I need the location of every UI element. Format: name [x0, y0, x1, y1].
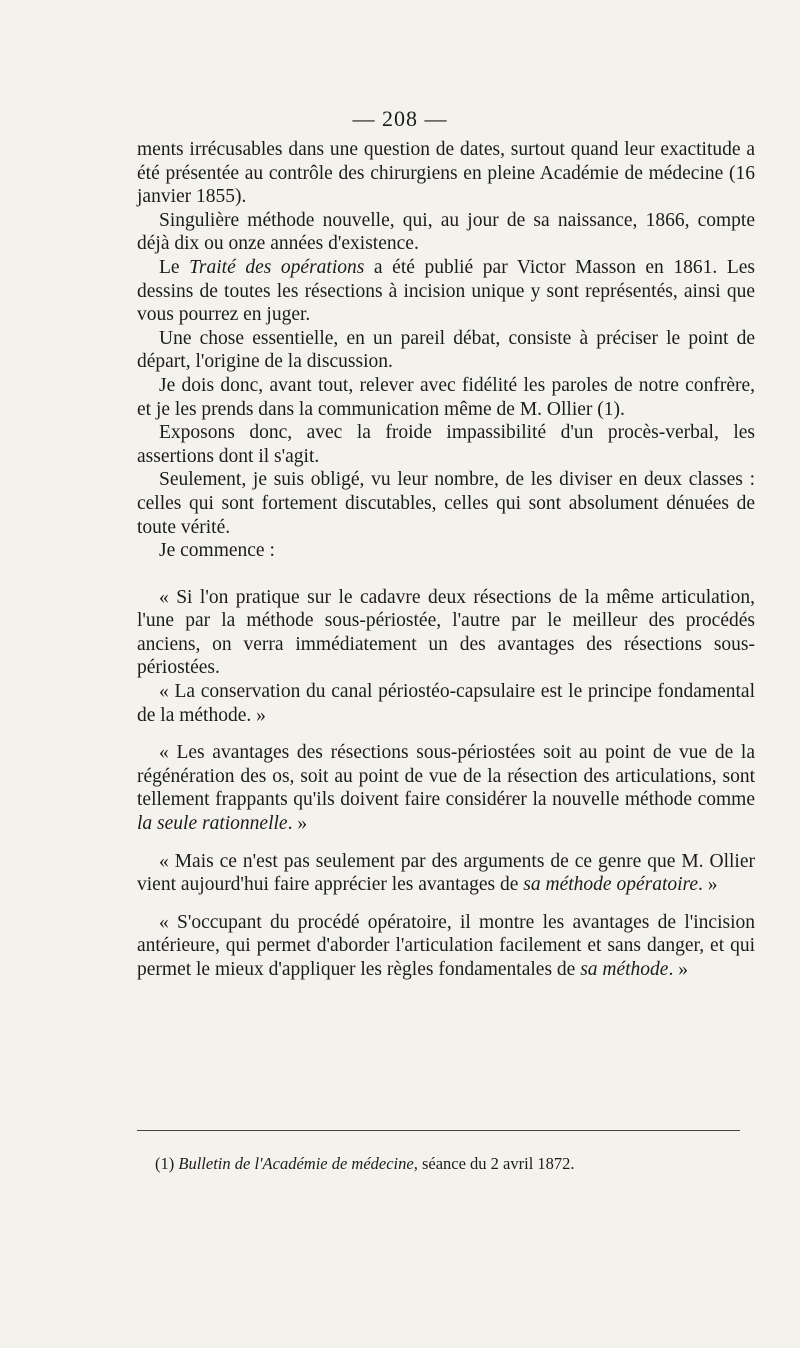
footnote-divider	[137, 1130, 740, 1131]
paragraph-3-start: Le	[159, 256, 190, 278]
quote-5-emphasis: sa méthode	[580, 959, 669, 980]
quote-5-start: « S'occupant du procédé opératoire, il montre les avantages de l'incision antérieure, qui permet d'aborder l'articulation facilement et sans danger, et qui permet le mieux d'appliquer les règles fondamentales de	[137, 911, 755, 980]
quote-4-start: « Mais ce n'est pas seulement par des arguments de ce genre que M. Ollier vient aujourd'hui faire apprécier les avantages de	[137, 850, 755, 896]
quote-1: « Si l'on pratique sur le cadavre deux résections de la même articulation, l'une par la méthode sous-périostée, l'autre par le meilleur des procédés anciens, on verra immédiatement un des avantages des résections sous-périostées.	[137, 586, 755, 679]
paragraph-3-title: Traité des opérations	[189, 256, 365, 278]
footnote	[155, 1154, 755, 1174]
quote-5	[137, 911, 755, 982]
paragraph-3	[137, 256, 755, 327]
paragraph-3-end: a été publié par Victor Masson en 1861. Les dessins de toutes les résections à incision unique y sont représentés, ainsi que vous pourrez en juger.	[137, 256, 756, 326]
footnote-marker: (1)	[155, 1154, 179, 1173]
page-number: — 208 —	[352, 106, 448, 131]
footnote-source: Bulletin de l'Académie de médecine	[178, 1154, 414, 1173]
paragraph-4: Une chose essentielle, en un pareil débat, consiste à préciser le point de départ, l'origine de la discussion.	[137, 327, 755, 373]
paragraph-1: ments irrécusables dans une question de dates, surtout quand leur exactitude a été présentée au contrôle des chirurgiens en pleine Académie de médecine (16 janvier 1855).	[137, 139, 755, 208]
quote-4-end: . »	[698, 874, 718, 896]
quote-3-end: . »	[287, 813, 308, 835]
quote-5-end: . »	[668, 959, 688, 980]
paragraph-7: Seulement, je suis obligé, vu leur nombre, de les diviser en deux classes : celles qui sont fortement discutables, celles qui sont absolument dénuées de toute vérité.	[137, 469, 755, 538]
quote-4	[137, 850, 755, 897]
paragraph-2: Singulière méthode nouvelle, qui, au jour de sa naissance, 1866, compte déjà dix ou onze années d'existence.	[137, 209, 755, 255]
quote-3-emphasis: la seule rationnelle	[137, 813, 288, 835]
quote-2: « La conservation du canal périostéo-capsulaire est le principe fondamental de la méthode. »	[137, 681, 755, 726]
paragraph-5: Je dois donc, avant tout, relever avec fidélité les paroles de notre confrère, et je les prends dans la communication même de M. Ollier (1).	[137, 374, 755, 420]
quote-3-start: « Les avantages des résections sous-périostées soit au point de vue de la régénération des os, soit au point de vue de la résection des articulations, sont tellement frappants qu'ils doivent faire considérer la nouvelle méthode comme	[137, 742, 755, 811]
footnote-details: , séance du 2 avril 1872.	[413, 1154, 575, 1173]
quote-3	[137, 741, 755, 835]
body-text	[137, 138, 755, 982]
quote-4-emphasis: sa méthode opératoire	[523, 874, 699, 896]
paragraph-6: Exposons donc, avec la froide impassibilité d'un procès-verbal, les assertions dont il s'agit.	[137, 422, 755, 467]
paragraph-8: Je commence :	[159, 540, 275, 562]
